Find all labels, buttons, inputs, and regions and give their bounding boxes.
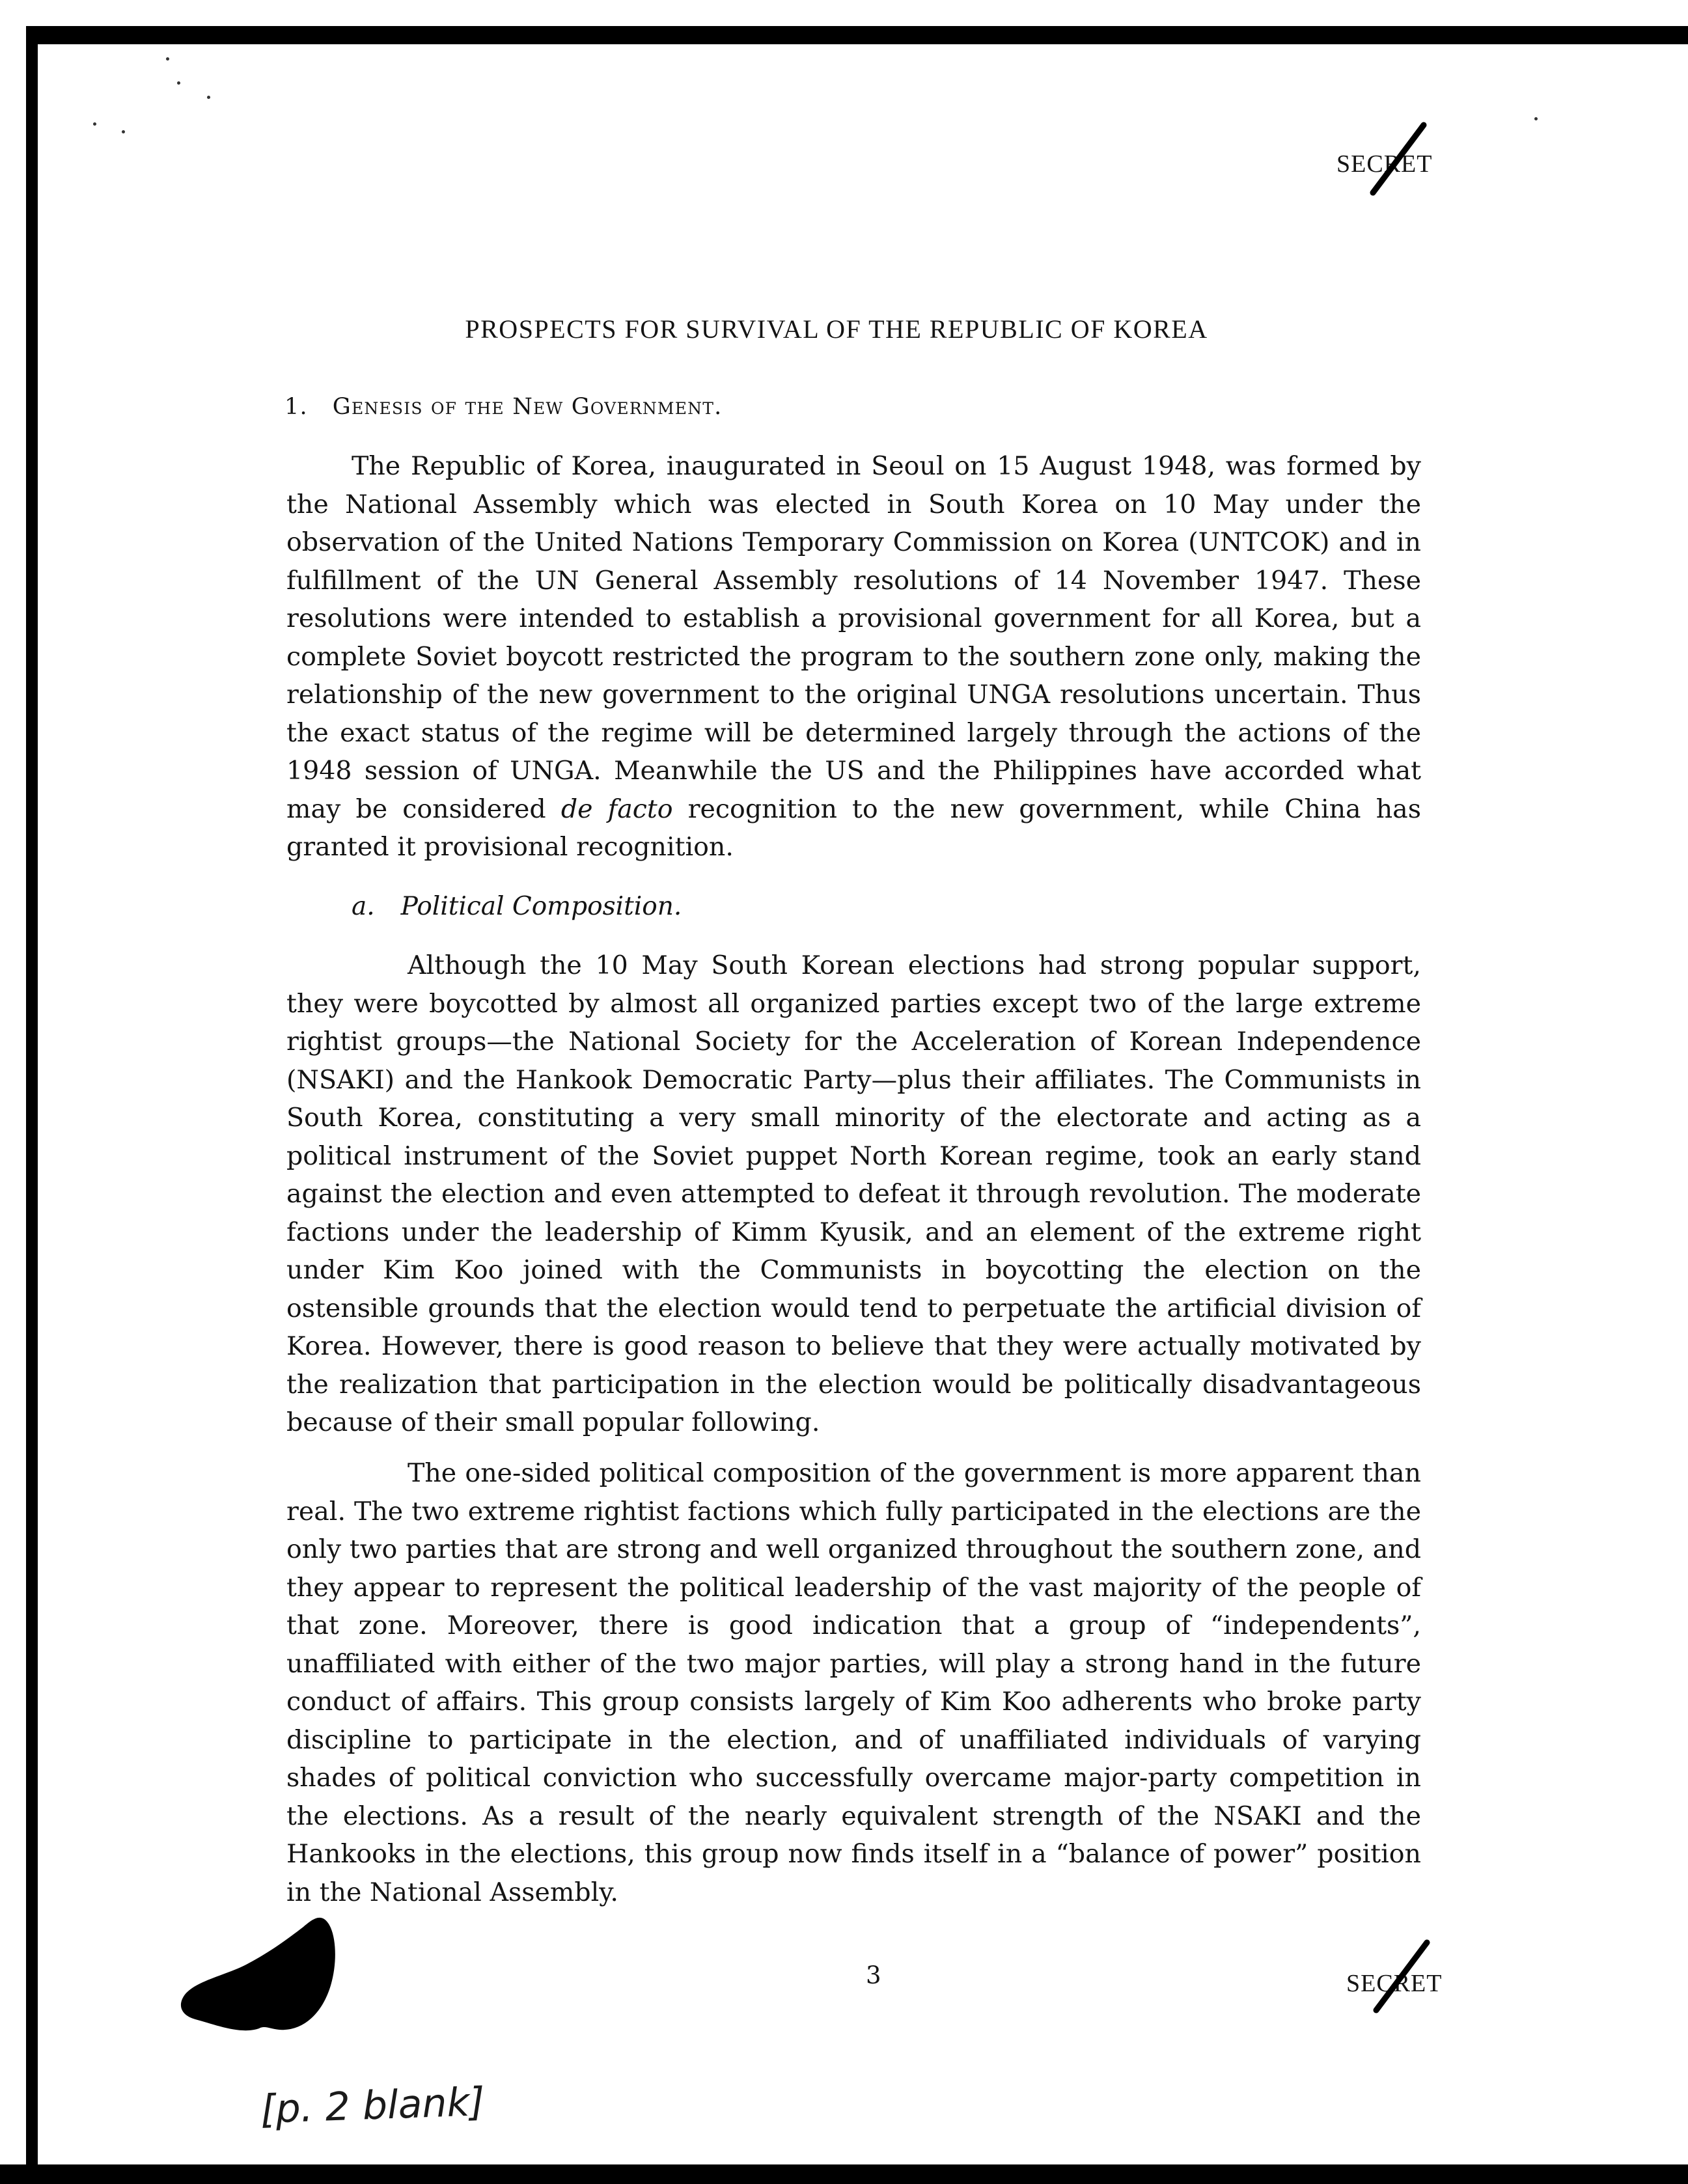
- classification-strikethrough-top: [1364, 122, 1429, 197]
- classification-strikethrough-bottom: [1367, 1940, 1432, 2015]
- paragraph-text: The Republic of Korea, inaugurated in Seoul on 15 August 1948, was formed by the National Assembly which was elected in South Korea on 10 May under the observation of the United Nations Temporary Commission on Korea (UNTCOK) and in fulfillment of the UN General Assembly resolutions of 14 November 1947. These resolutions were intended to establish a provisional government for all Korea, but a complete Soviet boycott restricted the program to the southern zone only, making the relationship of the new government to the original UNGA resolutions uncertain. Thus the exact status of the regime will be determined largely through the actions of the 1948 session of UNGA. Meanwhile the US and the Philippines have accorded what may be considered: [286, 451, 1421, 824]
- classification-marking-top: SECRET: [1336, 150, 1433, 178]
- scan-speck: [177, 81, 180, 85]
- paragraph-text: recognition to the new government, while China has granted it provisional recognition.: [286, 794, 1421, 862]
- italic-term: de facto: [560, 794, 673, 824]
- subsection-letter: a.: [352, 892, 375, 921]
- paragraph-text: The one-sided political composition of the government is more apparent than real. The two extreme rightist factions which fully participated in the elections are the only two parties that are strong and well organized throughout the southern zone, and they appear to represent the political leadership of the vast majority of the people of that zone. Moreover, there is good indication that a group of “independents”, unaffiliated with either of the two major parties, will play a strong hand in the future conduct of affairs. This group consists largely of Kim Koo adherents who broke party discipline to participate in the election, and of unaffiliated individuals of varying shades of political conviction who successfully overcame major-party competition in the elections. As a result of the nearly equivalent strength of the NSAKI and the Hankooks in the elections, this group now finds itself in a “balance of power” position in the National Assembly.: [286, 1458, 1421, 1907]
- scan-speck: [93, 122, 96, 126]
- subsection-title: Political Composition.: [400, 892, 682, 921]
- section-number: 1.: [284, 394, 308, 420]
- subsection-heading: [352, 892, 682, 921]
- scan-speck: [207, 96, 210, 99]
- classification-marking-bottom: SECRET: [1346, 1970, 1443, 1997]
- paragraph-one-sided-composition: [286, 1454, 1421, 1911]
- redaction-blot: [176, 1914, 345, 2044]
- scan-border-top: [26, 26, 1688, 44]
- scan-border-left: [26, 26, 38, 2184]
- paragraph-genesis: [286, 447, 1421, 866]
- page-number: 3: [866, 1961, 881, 1989]
- paragraph-text: Although the 10 May South Korean elections had strong popular support, they were boycotted by almost all organized parties except two of the large extreme rightist groups—the National Society for the Acceleration of Korean Independence (NSAKI) and the Hankook Democratic Party—plus their affiliates. The Communists in South Korea, constituting a very small minority of the electorate and acting as a political instrument of the Soviet puppet North Korean regime, took an early stand against the election and even attempted to defeat it through revolution. The moderate factions under the leadership of Kimm Kyusik, and an element of the extreme right under Kim Koo joined with the Communists in boycotting the election on the ostensible grounds that the election would tend to perpetuate the artificial division of Korea. However, there is good reason to believe that they were actually motivated by the realization that participation in the election would be politically disadvantageous because of their small popular following.: [286, 950, 1421, 1437]
- section-title: Genesis of the New Government.: [332, 394, 723, 420]
- handwritten-note: [p. 2 blank]: [259, 2079, 486, 2133]
- scan-border-bottom: [0, 2164, 1688, 2184]
- scan-speck: [166, 57, 169, 61]
- scan-speck: [122, 130, 125, 133]
- document-title: PROSPECTS FOR SURVIVAL OF THE REPUBLIC OF KOREA: [465, 314, 1208, 344]
- scan-speck: [1534, 117, 1538, 120]
- section-heading: [284, 394, 722, 420]
- paragraph-political-composition: [286, 947, 1421, 1442]
